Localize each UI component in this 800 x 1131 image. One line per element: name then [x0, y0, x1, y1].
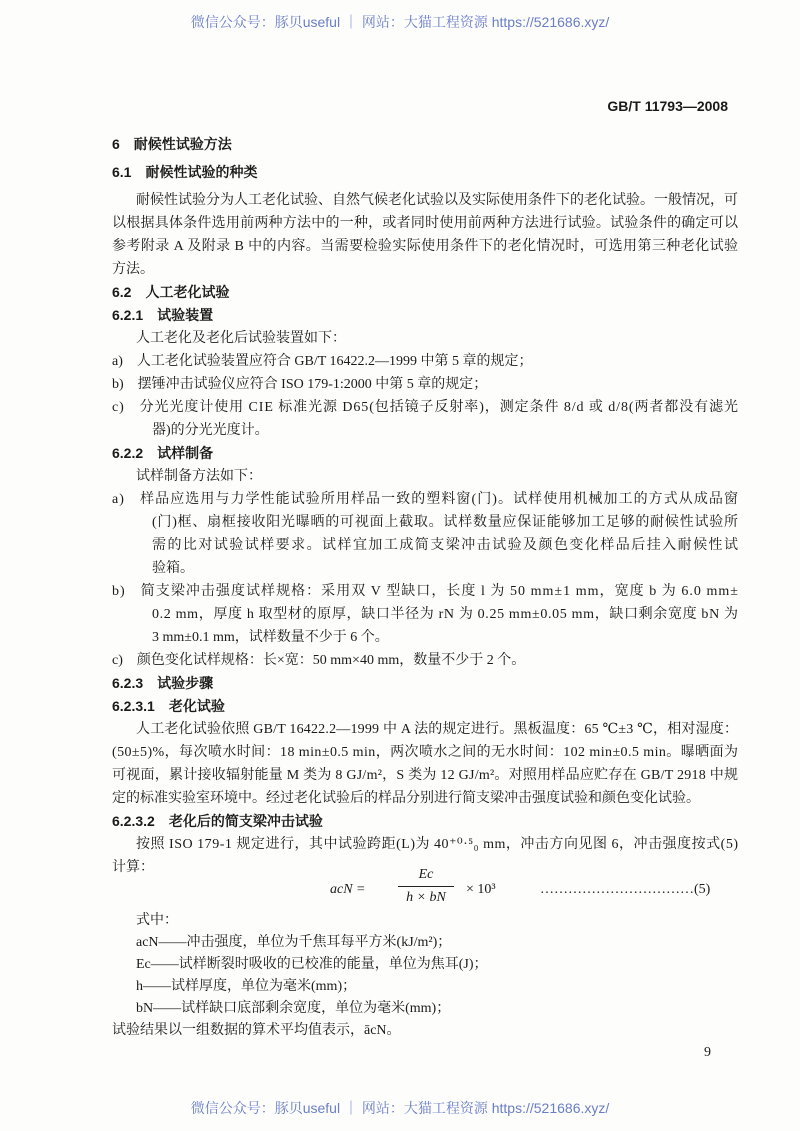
- text-line: acN——冲击强度，单位为千焦耳每平方米(kJ/m²)；: [136, 935, 452, 950]
- section-heading: 6.2.1 试验装置: [112, 307, 214, 323]
- fraction-bar: [398, 886, 454, 887]
- text-line: 定的标准实验室环境中。经过老化试验后的样品分别进行简支梁冲击强度试验和颜色变化试验。: [112, 791, 700, 806]
- section-heading: 6.2.2 试样制备: [112, 445, 214, 461]
- text-line: 方法。: [112, 262, 154, 277]
- page-number: 9: [704, 1045, 711, 1060]
- text-line: h——试样厚度，单位为毫米(mm)；: [136, 979, 357, 994]
- text-line: 计算：: [112, 860, 154, 875]
- text-line: 器)的分光光度计。: [152, 423, 269, 438]
- text-line: 3 mm±0.1 mm，试样数量不少于 6 个。: [152, 630, 389, 645]
- text-line: 人工老化试验依照 GB/T 16422.2—1999 中 A 法的规定进行。黑板温度：65 ℃±3 ℃，相对湿度：: [136, 722, 739, 737]
- standard-number-header: GB/T 11793—2008: [607, 98, 728, 114]
- text-line: Ec——试样断裂时吸收的已校准的能量，单位为焦耳(J)；: [136, 957, 488, 972]
- text-line: (门)框、扇框接收阳光曝晒的可视面上截取。试样数量应保证能够加工足够的耐候性试验所: [152, 515, 739, 530]
- text-line: 试验结果以一组数据的算术平均值表示，ācN。: [112, 1023, 401, 1038]
- section-heading: 6.2 人工老化试验: [112, 284, 230, 300]
- text-line: 可视面，累计接收辐射能量 M 类为 8 GJ/m²，S 类为 12 GJ/m²。对照用样品应贮存在 GB/T 2918 中规: [112, 768, 739, 783]
- text-line: 需的比对试验试样要求。试样宜加工成简支梁冲击试验及颜色变化样品后挂入耐候性试: [152, 538, 740, 553]
- text-line: 人工老化及老化后试验装置如下：: [136, 331, 346, 346]
- text-line: 按照 ISO 179-1 规定进行，其中试验跨距(L)为 40⁺⁰·⁵₀ mm，冲击方向见图 6，冲击强度按式(5): [136, 837, 739, 852]
- text-line: 耐候性试验分为人工老化试验、自然气候老化试验以及实际使用条件下的老化试验。一般情况，可: [136, 193, 738, 208]
- text-line: b) 摆锤冲击试验仪应符合 ISO 179-1:2000 中第 5 章的规定；: [112, 377, 488, 392]
- section-heading: 6.2.3 试验步骤: [112, 675, 214, 691]
- formula-numerator: Ec: [418, 867, 434, 882]
- text-line: b) 简支梁冲击强度试样规格：采用双 V 型缺口，长度 l 为 50 mm±1 mm，宽度 b 为 6.0 mm±: [112, 584, 740, 599]
- section-heading: 6 耐候性试验方法: [112, 136, 232, 152]
- watermark-top: 微信公众号：豚贝useful ｜ 网站：大猫工程资源 https://521686.xyz/: [190, 14, 610, 30]
- text-line: 验箱。: [152, 561, 194, 576]
- text-line: bN——试样缺口底部剩余宽度，单位为毫米(mm)；: [136, 1001, 451, 1016]
- formula-lhs: acN =: [330, 882, 366, 897]
- text-line: (50±5)%，每次喷水时间：18 min±0.5 min，两次喷水之间的无水时间：102 min±0.5 min。曝晒面为: [112, 745, 739, 760]
- text-line: 以根据具体条件选用前两种方法中的一种，或者同时使用前两种方法进行试验。试验条件的确定可以: [112, 216, 739, 231]
- text-line: 式中：: [136, 913, 178, 928]
- formula-multiplier: × 10³: [466, 882, 496, 897]
- text-line: 参考附录 A 及附录 B 中的内容。当需要检验实际使用条件下的老化情况时，可选用第三种老化试验: [112, 239, 739, 254]
- text-line: c) 颜色变化试样规格：长×宽：50 mm×40 mm，数量不少于 2 个。: [112, 653, 526, 668]
- watermark-bottom: 微信公众号：豚贝useful ｜ 网站：大猫工程资源 https://521686.xyz/: [190, 1100, 610, 1116]
- section-heading: 6.2.3.1 老化试验: [112, 698, 225, 714]
- text-line: 0.2 mm，厚度 h 取型材的原厚，缺口半径为 rN 为 0.25 mm±0.05 mm，缺口剩余宽度 bN 为: [152, 607, 739, 622]
- text-line: c) 分光光度计使用 CIE 标准光源 D65(包括镜子反射率)，测定条件 8/d 或 d/8(两者都没有滤光: [112, 400, 739, 415]
- section-heading: 6.2.3.2 老化后的简支梁冲击试验: [112, 813, 323, 829]
- text-line: a) 人工老化试验装置应符合 GB/T 16422.2—1999 中第 5 章的规定；: [112, 354, 533, 369]
- formula-denominator: h × bN: [406, 890, 446, 905]
- formula-reference: ……………………………(5): [540, 882, 711, 897]
- text-line: a) 样品应选用与力学性能试验所用样品一致的塑料窗(门)。试样使用机械加工的方式从成品窗: [112, 492, 740, 507]
- text-line: 试样制备方法如下：: [136, 469, 262, 484]
- section-heading: 6.1 耐候性试验的种类: [112, 164, 258, 180]
